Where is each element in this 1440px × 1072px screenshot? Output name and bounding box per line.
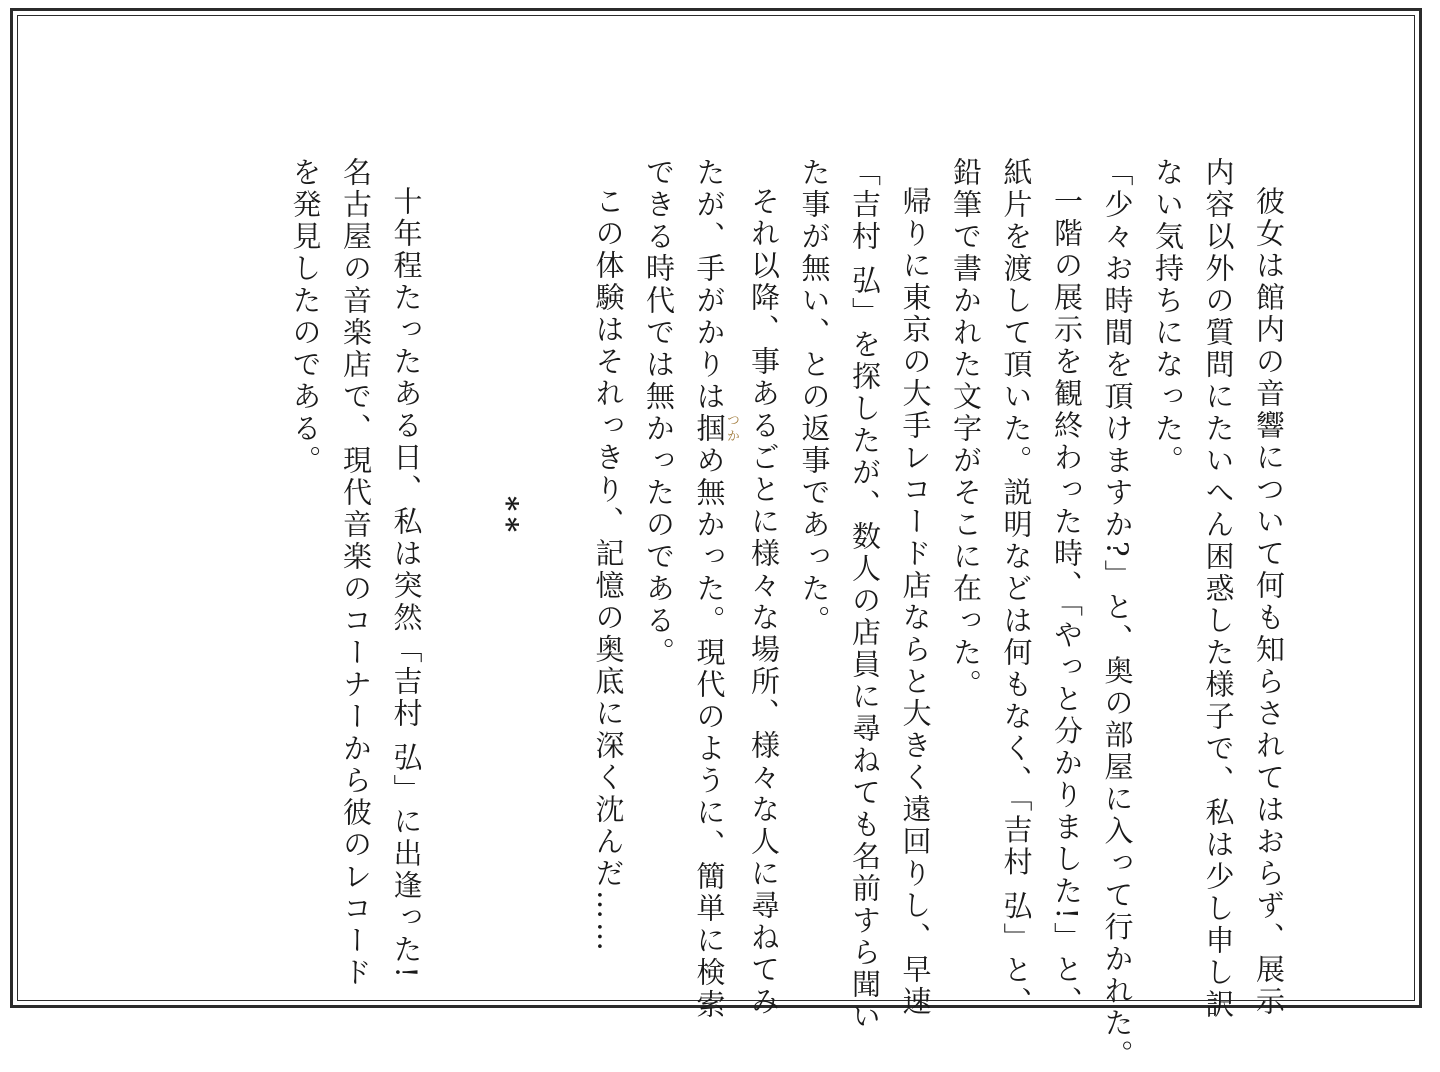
- text-line: 帰りに東京の大手レコード店ならと大きく遠回りし、早速: [898, 186, 933, 1018]
- text-line: 一階の展示を観終わった時、「やっと分かりました!」と、: [1050, 186, 1084, 1019]
- ruby-word: [692, 413, 739, 445]
- text-line: を発見したのである。: [288, 157, 323, 477]
- blank-line: [432, 157, 483, 877]
- text-line: 名古屋の音楽店で、現代音楽のコーナーから彼のレコード: [339, 157, 373, 989]
- text-line: 「少々お時間を頂けますか?」と、奥の部屋に入って行かれた。: [1100, 157, 1135, 1072]
- text-line: この体験はそれっきり、記憶の奥底に深く沈んだ……: [591, 186, 626, 954]
- text-line: 鉛筆で書かれた文字がそこに在った。: [949, 157, 983, 701]
- ruby-after: め無かった。現代のように、簡単に検索: [692, 445, 727, 1021]
- section-separator: **: [490, 496, 525, 538]
- ruby-base: 掴: [692, 413, 727, 445]
- text-line: 紙片を渡して頂いた。説明などは何もなく、「吉村 弘」と、: [999, 157, 1034, 1019]
- text-line-with-ruby: [684, 157, 739, 1021]
- text-line: それ以降、事あるごとに様々な場所、様々な人に尋ねてみ: [747, 186, 781, 1018]
- text-line: 「吉村 弘」を探したが、数人の店員に尋ねても名前すら聞い: [848, 157, 882, 1034]
- text-line: 彼女は館内の音響について何も知らされてはおらず、展示: [1252, 186, 1286, 1018]
- ruby-before: たが、手がかりは: [692, 157, 727, 413]
- blank-line: [533, 157, 584, 877]
- text-line: た事が無い、との返事であった。: [797, 157, 832, 637]
- text-line: 十年程たったある日、私は突然「吉村 弘」に出逢った!: [389, 186, 424, 981]
- vertical-text-block: [280, 157, 1294, 1072]
- ruby-reading: つか: [724, 413, 739, 445]
- text-line: 内容以外の質問にたいへん困惑した様子で、私は少し申し訳: [1201, 157, 1236, 1021]
- text-line: ない気持ちになった。: [1151, 157, 1185, 477]
- text-line: できる時代では無かったのである。: [642, 157, 676, 669]
